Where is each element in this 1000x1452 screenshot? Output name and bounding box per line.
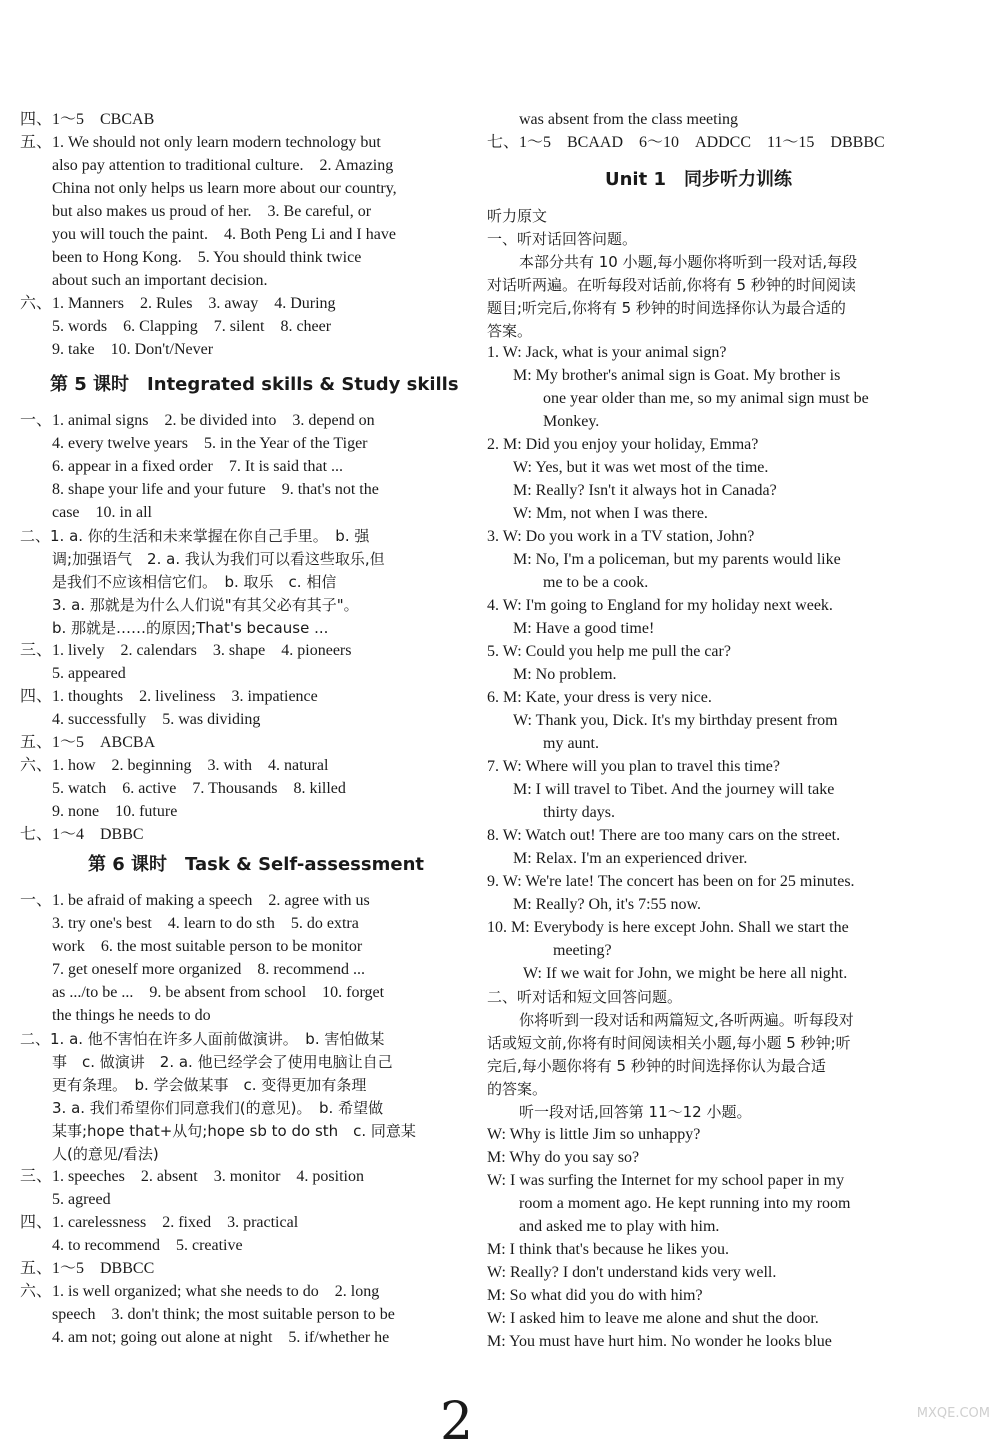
answer-line: 四、1. thoughts 2. liveliness 3. impatience	[20, 688, 318, 705]
section-label: 二、听对话和短文回答问题。	[487, 988, 683, 1006]
dialogue-line: 10. M: Everybody is here except John. Shall we start the	[487, 919, 849, 936]
dialogue-line: M: You must have hurt him. No wonder he looks blue	[487, 1333, 832, 1350]
answer-line: speech 3. don't think; the most suitable person to be	[52, 1306, 395, 1323]
dialogue-line: W: Really? I don't understand kids very well.	[487, 1264, 777, 1281]
answer-line: 二、1. a. 你的生活和未来掌握在你自己手里。 b. 强	[20, 527, 370, 545]
dialogue-line: M: Relax. I'm an experienced driver.	[513, 850, 748, 867]
dialogue-line: M: No, I'm a policeman, but my parents would like	[513, 551, 841, 568]
instruction-text: 的答案。	[487, 1080, 548, 1098]
answer-line: 4. am not; going out alone at night 5. if/whether he	[52, 1329, 390, 1346]
answer-line: 3. a. 那就是为什么人们说"有其父必有其子"。	[52, 596, 359, 614]
answer-line: 七、1～5 BCAAD 6～10 ADDCC 11～15 DBBBC	[487, 134, 885, 151]
dialogue-line: M: So what did you do with him?	[487, 1287, 703, 1304]
dialogue-line: M: No problem.	[513, 666, 617, 683]
answer-line: b. 那就是……的原因;That's because ...	[52, 619, 329, 637]
dialogue-line: M: I think that's because he likes you.	[487, 1241, 729, 1258]
section-label: 一、听对话回答问题。	[487, 230, 638, 248]
answer-line: 六、1. how 2. beginning 3. with 4. natural	[20, 757, 329, 774]
dialogue-line: W: I asked him to leave me alone and shut the door.	[487, 1310, 819, 1327]
answer-line: 事 c. 做演讲 2. a. 他已经学会了使用电脑让自己	[52, 1053, 393, 1071]
answer-line: 8. shape your life and your future 9. that's not the	[52, 481, 379, 498]
section-label: 听力原文	[487, 207, 548, 225]
dialogue-line: 1. W: Jack, what is your animal sign?	[487, 344, 727, 361]
unit-heading: Unit 1 同步听力训练	[605, 169, 792, 190]
answer-line: 二、1. a. 他不害怕在许多人面前做演讲。 b. 害怕做某	[20, 1030, 385, 1048]
dialogue-line: my aunt.	[543, 735, 599, 752]
lesson-heading: 第 6 课时 Task & Self-assessment	[88, 854, 424, 875]
dialogue-line: W: I was surfing the Internet for my school paper in my	[487, 1172, 845, 1189]
instruction-text: 对话听两遍。在听每段对话前,你将有 5 秒钟的时间阅读	[487, 276, 856, 294]
dialogue-line: 7. W: Where will you plan to travel this time?	[487, 758, 780, 775]
dialogue-line: room a moment ago. He kept running into my room	[519, 1195, 851, 1212]
answer-line: as .../to be ... 9. be absent from school 10. forget	[52, 984, 385, 1001]
answer-line: 三、1. speeches 2. absent 3. monitor 4. position	[20, 1168, 364, 1185]
answer-line: 五、1～5 ABCBA	[20, 734, 156, 751]
dialogue-line: W: Yes, but it was wet most of the time.	[513, 459, 769, 476]
answer-line: 五、1～5 DBBCC	[20, 1260, 155, 1277]
dialogue-line: thirty days.	[543, 804, 615, 821]
answer-line: 6. appear in a fixed order 7. It is said that ...	[52, 458, 344, 475]
answer-line: 4. to recommend 5. creative	[52, 1237, 243, 1254]
answer-line: 是我们不应该相信它们。 b. 取乐 c. 相信	[52, 573, 337, 591]
answer-line: 一、1. animal signs 2. be divided into 3. depend on	[20, 412, 375, 429]
answer-line: 四、1. carelessness 2. fixed 3. practical	[20, 1214, 299, 1231]
lesson-heading: 第 5 课时 Integrated skills & Study skills	[50, 374, 459, 395]
answer-line: China not only helps us learn more about our country,	[52, 180, 397, 197]
answer-line: 9. none 10. future	[52, 803, 178, 820]
dialogue-line: W: Thank you, Dick. It's my birthday present from	[513, 712, 838, 729]
dialogue-line: Monkey.	[543, 413, 600, 430]
answer-line: 4. successfully 5. was dividing	[52, 711, 261, 728]
dialogue-line: 8. W: Watch out! There are too many cars on the street.	[487, 827, 841, 844]
answer-line: 5. words 6. Clapping 7. silent 8. cheer	[52, 318, 332, 335]
dialogue-line: W: Why is little Jim so unhappy?	[487, 1126, 701, 1143]
dialogue-line: 3. W: Do you work in a TV station, John?	[487, 528, 755, 545]
answer-line: you will touch the paint. 4. Both Peng Li and I have	[52, 226, 396, 243]
dialogue-line: 6. M: Kate, your dress is very nice.	[487, 689, 712, 706]
instruction-text: 话或短文前,你将有时间阅读相关小题,每小题 5 秒钟;听	[487, 1034, 851, 1052]
answer-line: 5. agreed	[52, 1191, 111, 1208]
answer-line: 5. watch 6. active 7. Thousands 8. killed	[52, 780, 346, 797]
answer-line: 一、1. be afraid of making a speech 2. agree with us	[20, 892, 370, 909]
answer-line: 3. a. 我们希望你们同意我们(的意见)。 b. 希望做	[52, 1099, 384, 1117]
instruction-text: 听一段对话,回答第 11～12 小题。	[519, 1103, 752, 1121]
answer-line: 7. get oneself more organized 8. recommend ...	[52, 961, 365, 978]
answer-line: 更有条理。 b. 学会做某事 c. 变得更加有条理	[52, 1076, 367, 1094]
answer-line: 4. every twelve years 5. in the Year of the Tiger	[52, 435, 368, 452]
answer-line: 人(的意见/看法)	[52, 1145, 159, 1163]
answer-line: 调;加强语气 2. a. 我认为我们可以看这些取乐,但	[52, 550, 385, 568]
dialogue-line: and asked me to play with him.	[519, 1218, 720, 1235]
dialogue-line: M: I will travel to Tibet. And the journey will take	[513, 781, 835, 798]
answer-line: 四、1～5 CBCAB	[20, 111, 155, 128]
dialogue-line: M: Really? Oh, it's 7:55 now.	[513, 896, 702, 913]
page-number: 2	[440, 1392, 474, 1452]
dialogue-line: M: Have a good time!	[513, 620, 655, 637]
answer-line: 三、1. lively 2. calendars 3. shape 4. pioneers	[20, 642, 352, 659]
answer-line: 六、1. Manners 2. Rules 3. away 4. During	[20, 295, 336, 312]
instruction-text: 题目;听完后,你将有 5 秒钟的时间选择你认为最合适的	[487, 299, 846, 317]
answer-line: 某事;hope that+从句;hope sb to do sth c. 同意某	[52, 1122, 416, 1140]
dialogue-line: 5. W: Could you help me pull the car?	[487, 643, 731, 660]
instruction-text: 完后,每小题你将有 5 秒钟的时间选择你认为最合适	[487, 1057, 826, 1075]
answer-line: been to Hong Kong. 5. You should think twice	[52, 249, 362, 266]
dialogue-line: M: Really? Isn't it always hot in Canada?	[513, 482, 777, 499]
answer-line: was absent from the class meeting	[519, 111, 739, 128]
answer-line: 5. appeared	[52, 665, 126, 682]
answer-line: 9. take 10. Don't/Never	[52, 341, 214, 358]
watermark: MXQE.COM	[916, 1406, 990, 1421]
dialogue-line: M: Why do you say so?	[487, 1149, 640, 1166]
answer-line: 3. try one's best 4. learn to do sth 5. do extra	[52, 915, 359, 932]
dialogue-line: 2. M: Did you enjoy your holiday, Emma?	[487, 436, 759, 453]
answer-line: the things he needs to do	[52, 1007, 211, 1024]
answer-line: 六、1. is well organized; what she needs to do 2. long	[20, 1283, 380, 1300]
dialogue-line: W: Mm, not when I was there.	[513, 505, 708, 522]
dialogue-line: M: My brother's animal sign is Goat. My brother is	[513, 367, 841, 384]
answer-line: but also makes us proud of her. 3. Be careful, or	[52, 203, 372, 220]
dialogue-line: one year older than me, so my animal sign must be	[543, 390, 869, 407]
answer-line: 七、1～4 DBBC	[20, 826, 144, 843]
dialogue-line: meeting?	[553, 942, 612, 959]
answer-line: case 10. in all	[52, 504, 152, 521]
instruction-text: 本部分共有 10 小题,每小题你将听到一段对话,每段	[519, 253, 858, 271]
answer-line: 五、1. We should not only learn modern technology but	[20, 134, 381, 151]
instruction-text: 你将听到一段对话和两篇短文,各听两遍。听每段对	[519, 1011, 854, 1029]
dialogue-line: W: If we wait for John, we might be here all night.	[523, 965, 848, 982]
dialogue-line: 9. W: We're late! The concert has been on for 25 minutes.	[487, 873, 855, 890]
answer-line: work 6. the most suitable person to be monitor	[52, 938, 363, 955]
dialogue-line: 4. W: I'm going to England for my holiday next week.	[487, 597, 833, 614]
answer-line: about such an important decision.	[52, 272, 268, 289]
answer-line: also pay attention to traditional culture. 2. Amazing	[52, 157, 394, 174]
dialogue-line: me to be a cook.	[543, 574, 649, 591]
instruction-text: 答案。	[487, 322, 533, 340]
